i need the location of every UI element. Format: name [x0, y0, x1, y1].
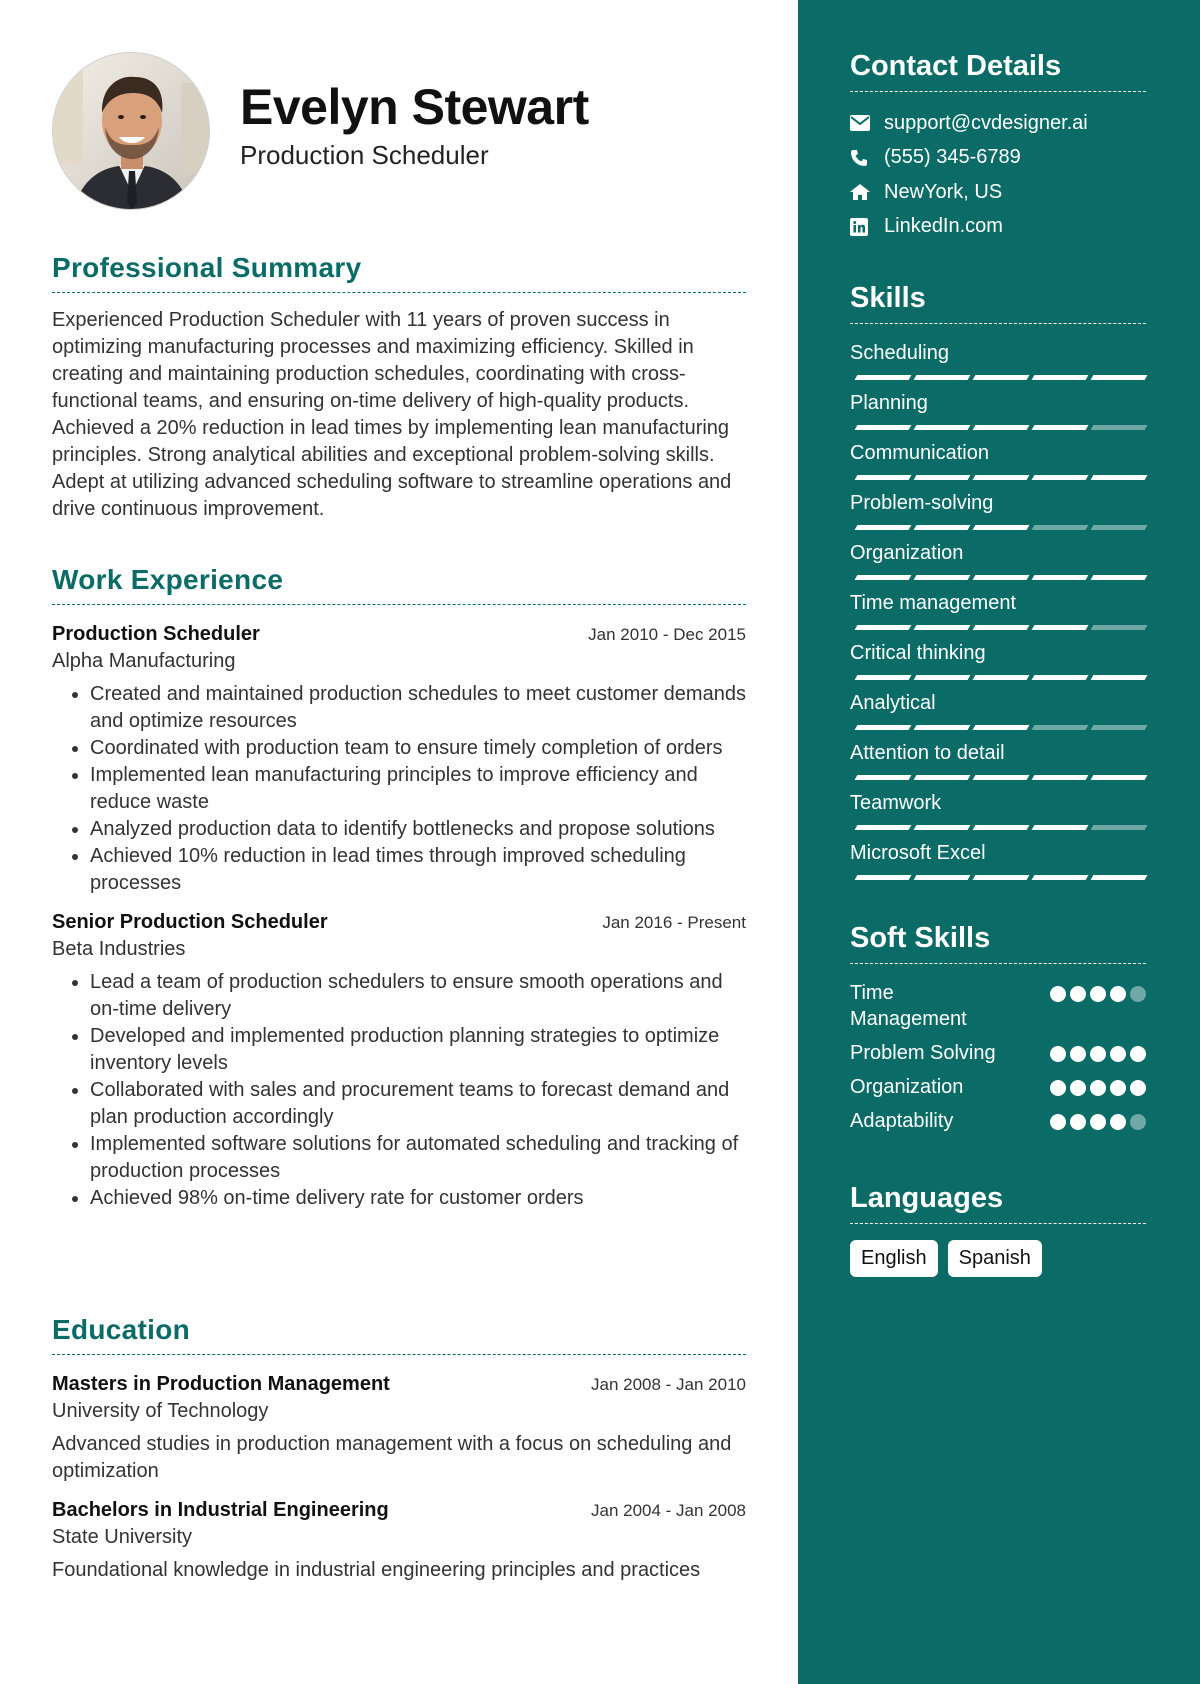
rating-segment-filled — [973, 475, 1030, 480]
education-dates: Jan 2008 - Jan 2010 — [590, 1375, 746, 1394]
rating-segment-filled — [1032, 875, 1089, 880]
skill-name: Scheduling — [850, 342, 949, 364]
rating-segment-empty — [1091, 425, 1148, 430]
contact-linkedin-text: LinkedIn.com — [884, 215, 1003, 238]
rating-segment-filled — [1091, 475, 1148, 480]
skill-item — [850, 738, 1146, 788]
rating-segment-filled — [855, 675, 912, 680]
rating-segment-filled — [855, 375, 912, 380]
job-entry — [52, 623, 746, 897]
skill-item — [850, 438, 1146, 488]
skill-rating — [852, 425, 1146, 431]
rating-dot-filled — [1050, 1114, 1066, 1130]
rating-segment-filled — [914, 775, 971, 780]
rating-segment-filled — [914, 525, 971, 530]
summary-heading: Professional Summary — [52, 252, 746, 293]
soft-skill-item — [850, 1108, 1146, 1134]
job-role: Production Scheduler — [52, 623, 260, 645]
rating-dot-empty — [1130, 986, 1146, 1002]
rating-dot-filled — [1070, 1114, 1086, 1130]
candidate-title: Production Scheduler — [240, 140, 489, 170]
rating-segment-filled — [914, 425, 971, 430]
linkedin-icon — [850, 218, 884, 236]
job-bullet: • Analyzed production data to identify bottlenecks and propose solutions — [90, 816, 746, 843]
summary-section — [52, 252, 746, 523]
experience-section — [52, 564, 746, 1212]
rating-segment-empty — [1032, 725, 1089, 730]
soft-skills-heading: Soft Skills — [850, 922, 1146, 964]
summary-text: Experienced Production Scheduler with 11 years of proven success in optimizing manufacturing processes and maximizing efficiency. Skilled in creating and maintaining production schedules, coordinating with cross-functional teams, and ensuring on-time delivery of high-quality products. Achieved a 20% reduction in lead times by implementing lean manufacturing principles. Strong analytical abilities and exceptional problem-solving skills. Adept at utilizing advanced scheduling software to streamline operations and drive continuous improvement. — [52, 309, 732, 520]
skill-item — [850, 588, 1146, 638]
school-name: University of Technology — [52, 1400, 269, 1422]
experience-heading: Work Experience — [52, 564, 746, 605]
rating-segment-filled — [973, 375, 1030, 380]
skill-item — [850, 488, 1146, 538]
soft-skill-item — [850, 1040, 1146, 1066]
rating-segment-filled — [855, 475, 912, 480]
rating-dot-filled — [1070, 1080, 1086, 1096]
contact-heading: Contact Details — [850, 50, 1146, 92]
rating-segment-filled — [1091, 375, 1148, 380]
rating-segment-filled — [914, 475, 971, 480]
rating-segment-filled — [973, 575, 1030, 580]
contact-linkedin[interactable] — [850, 210, 1146, 245]
rating-segment-filled — [973, 675, 1030, 680]
rating-segment-filled — [914, 875, 971, 880]
rating-dot-filled — [1090, 1080, 1106, 1096]
profile-photo — [52, 52, 210, 210]
job-bullet: • Achieved 10% reduction in lead times through improved scheduling processes — [90, 843, 746, 897]
soft-skill-rating — [1050, 1040, 1146, 1062]
education-description: Advanced studies in production management with a focus on scheduling and optimization — [52, 1433, 732, 1482]
rating-segment-empty — [1032, 525, 1089, 530]
job-company: Alpha Manufacturing — [52, 650, 236, 672]
rating-segment-filled — [973, 625, 1030, 630]
skill-name: Critical thinking — [850, 642, 986, 664]
rating-dot-filled — [1050, 986, 1066, 1002]
job-entry — [52, 911, 746, 1212]
rating-dot-filled — [1090, 1046, 1106, 1062]
skill-rating — [852, 575, 1146, 581]
rating-segment-filled — [973, 725, 1030, 730]
rating-segment-filled — [914, 625, 971, 630]
degree-title: Masters in Production Management — [52, 1373, 390, 1395]
job-bullet: • Collaborated with sales and procurement teams to forecast demand and plan production accordingly — [90, 1077, 746, 1131]
rating-segment-filled — [1091, 575, 1148, 580]
job-bullet: • Implemented lean manufacturing principles to improve efficiency and reduce waste — [90, 762, 746, 816]
job-bullet: • Lead a team of production schedulers to ensure smooth operations and on-time delivery — [90, 969, 746, 1023]
rating-segment-filled — [855, 625, 912, 630]
school-name: State University — [52, 1526, 193, 1548]
rating-segment-filled — [1032, 625, 1089, 630]
skill-item — [850, 688, 1146, 738]
rating-segment-filled — [855, 775, 912, 780]
rating-dot-filled — [1050, 1046, 1066, 1062]
skill-rating — [852, 375, 1146, 381]
languages-list — [850, 1240, 1146, 1277]
skill-rating — [852, 825, 1146, 831]
avatar-illustration — [53, 53, 210, 210]
rating-segment-filled — [973, 825, 1030, 830]
rating-dot-filled — [1130, 1046, 1146, 1062]
skill-item — [850, 338, 1146, 388]
education-heading: Education — [52, 1314, 746, 1355]
rating-segment-filled — [1032, 575, 1089, 580]
contact-location-text: NewYork, US — [884, 180, 1003, 203]
resume-header — [52, 52, 752, 212]
phone-icon — [850, 149, 884, 167]
skill-name: Time management — [850, 592, 1016, 614]
education-dates: Jan 2004 - Jan 2008 — [590, 1501, 746, 1520]
rating-segment-filled — [973, 875, 1030, 880]
skill-rating — [852, 725, 1146, 731]
skill-name: Organization — [850, 542, 964, 564]
contact-phone-text: (555) 345-6789 — [884, 146, 1021, 169]
contact-section — [850, 50, 1146, 244]
languages-section — [850, 1182, 1146, 1277]
rating-dot-filled — [1070, 1046, 1086, 1062]
soft-skills-list — [850, 980, 1146, 1134]
job-bullet: • Developed and implemented production planning strategies to optimize inventory levels — [90, 1023, 746, 1077]
rating-segment-filled — [855, 825, 912, 830]
rating-segment-filled — [914, 375, 971, 380]
soft-skill-item — [850, 980, 1146, 1032]
rating-segment-filled — [973, 425, 1030, 430]
contact-phone[interactable] — [850, 141, 1146, 176]
rating-segment-filled — [1032, 425, 1089, 430]
skill-rating — [852, 775, 1146, 781]
skill-item — [850, 788, 1146, 838]
rating-segment-filled — [855, 725, 912, 730]
job-bullets — [52, 969, 746, 1212]
rating-segment-filled — [914, 725, 971, 730]
job-role: Senior Production Scheduler — [52, 911, 328, 933]
rating-segment-filled — [855, 875, 912, 880]
skill-name: Analytical — [850, 692, 936, 714]
skill-rating — [852, 475, 1146, 481]
rating-dot-filled — [1110, 1080, 1126, 1096]
soft-skill-name: Organization — [850, 1076, 964, 1098]
skill-rating — [852, 675, 1146, 681]
skill-item — [850, 838, 1146, 888]
job-dates: Jan 2010 - Dec 2015 — [588, 625, 746, 644]
rating-dot-filled — [1110, 1114, 1126, 1130]
soft-skill-item — [850, 1074, 1146, 1100]
rating-segment-filled — [1032, 475, 1089, 480]
job-bullets — [52, 681, 746, 897]
rating-segment-filled — [973, 775, 1030, 780]
rating-segment-filled — [1091, 775, 1148, 780]
rating-segment-filled — [973, 525, 1030, 530]
rating-segment-filled — [1091, 875, 1148, 880]
skill-name: Microsoft Excel — [850, 842, 986, 864]
job-dates: Jan 2016 - Present — [602, 913, 746, 932]
education-entry — [52, 1499, 746, 1584]
rating-dot-filled — [1090, 986, 1106, 1002]
candidate-name: Evelyn Stewart — [240, 79, 589, 135]
soft-skill-name: Problem Solving — [850, 1042, 996, 1064]
rating-segment-filled — [1032, 825, 1089, 830]
envelope-icon — [850, 115, 884, 131]
education-description: Foundational knowledge in industrial engineering principles and practices — [52, 1559, 701, 1581]
rating-segment-empty — [1091, 625, 1148, 630]
rating-segment-filled — [1032, 675, 1089, 680]
rating-dot-filled — [1090, 1114, 1106, 1130]
rating-segment-filled — [1032, 375, 1089, 380]
rating-segment-filled — [914, 675, 971, 680]
rating-segment-filled — [855, 525, 912, 530]
skill-name: Communication — [850, 442, 989, 464]
rating-dot-filled — [1050, 1080, 1066, 1096]
skill-item — [850, 638, 1146, 688]
rating-segment-filled — [855, 425, 912, 430]
rating-segment-filled — [914, 575, 971, 580]
education-section — [52, 1314, 746, 1584]
rating-segment-empty — [1091, 825, 1148, 830]
rating-dot-empty — [1130, 1114, 1146, 1130]
soft-skill-name: Adaptability — [850, 1110, 954, 1132]
job-bullet: • Created and maintained production schedules to meet customer demands and optimize resources — [90, 681, 746, 735]
rating-segment-filled — [855, 575, 912, 580]
rating-dot-filled — [1070, 986, 1086, 1002]
soft-skill-name: Time Management — [850, 982, 967, 1030]
skills-list — [850, 338, 1146, 888]
contact-location — [850, 175, 1146, 210]
job-company: Beta Industries — [52, 938, 186, 960]
skill-name: Planning — [850, 392, 928, 414]
rating-dot-filled — [1110, 1046, 1126, 1062]
degree-title: Bachelors in Industrial Engineering — [52, 1499, 389, 1521]
rating-segment-empty — [1091, 525, 1148, 530]
home-icon — [850, 184, 884, 200]
job-bullet: • Implemented software solutions for automated scheduling and tracking of production processes — [90, 1131, 746, 1185]
language-tag: Spanish — [948, 1240, 1042, 1277]
job-bullet: • Coordinated with production team to ensure timely completion of orders — [90, 735, 746, 762]
job-bullet: • Achieved 98% on-time delivery rate for customer orders — [90, 1185, 746, 1212]
soft-skill-rating — [1050, 1074, 1146, 1096]
skill-rating — [852, 525, 1146, 531]
skill-item — [850, 538, 1146, 588]
languages-heading: Languages — [850, 1182, 1146, 1224]
skill-name: Attention to detail — [850, 742, 1005, 764]
rating-segment-empty — [1091, 725, 1148, 730]
contact-email[interactable] — [850, 106, 1146, 141]
rating-dot-filled — [1110, 986, 1126, 1002]
soft-skills-section — [850, 922, 1146, 1142]
skill-name: Problem-solving — [850, 492, 994, 514]
education-entry — [52, 1373, 746, 1485]
contact-email-text: support@cvdesigner.ai — [884, 111, 1088, 134]
rating-segment-filled — [1091, 675, 1148, 680]
skills-section — [850, 282, 1146, 888]
skill-item — [850, 388, 1146, 438]
skill-rating — [852, 875, 1146, 881]
rating-dot-filled — [1130, 1080, 1146, 1096]
sidebar — [798, 0, 1200, 1684]
skills-heading: Skills — [850, 282, 1146, 324]
skill-rating — [852, 625, 1146, 631]
soft-skill-rating — [1050, 1108, 1146, 1130]
language-tag: English — [850, 1240, 938, 1277]
rating-segment-filled — [1032, 775, 1089, 780]
skill-name: Teamwork — [850, 792, 942, 814]
soft-skill-rating — [1050, 980, 1146, 1002]
rating-segment-filled — [914, 825, 971, 830]
